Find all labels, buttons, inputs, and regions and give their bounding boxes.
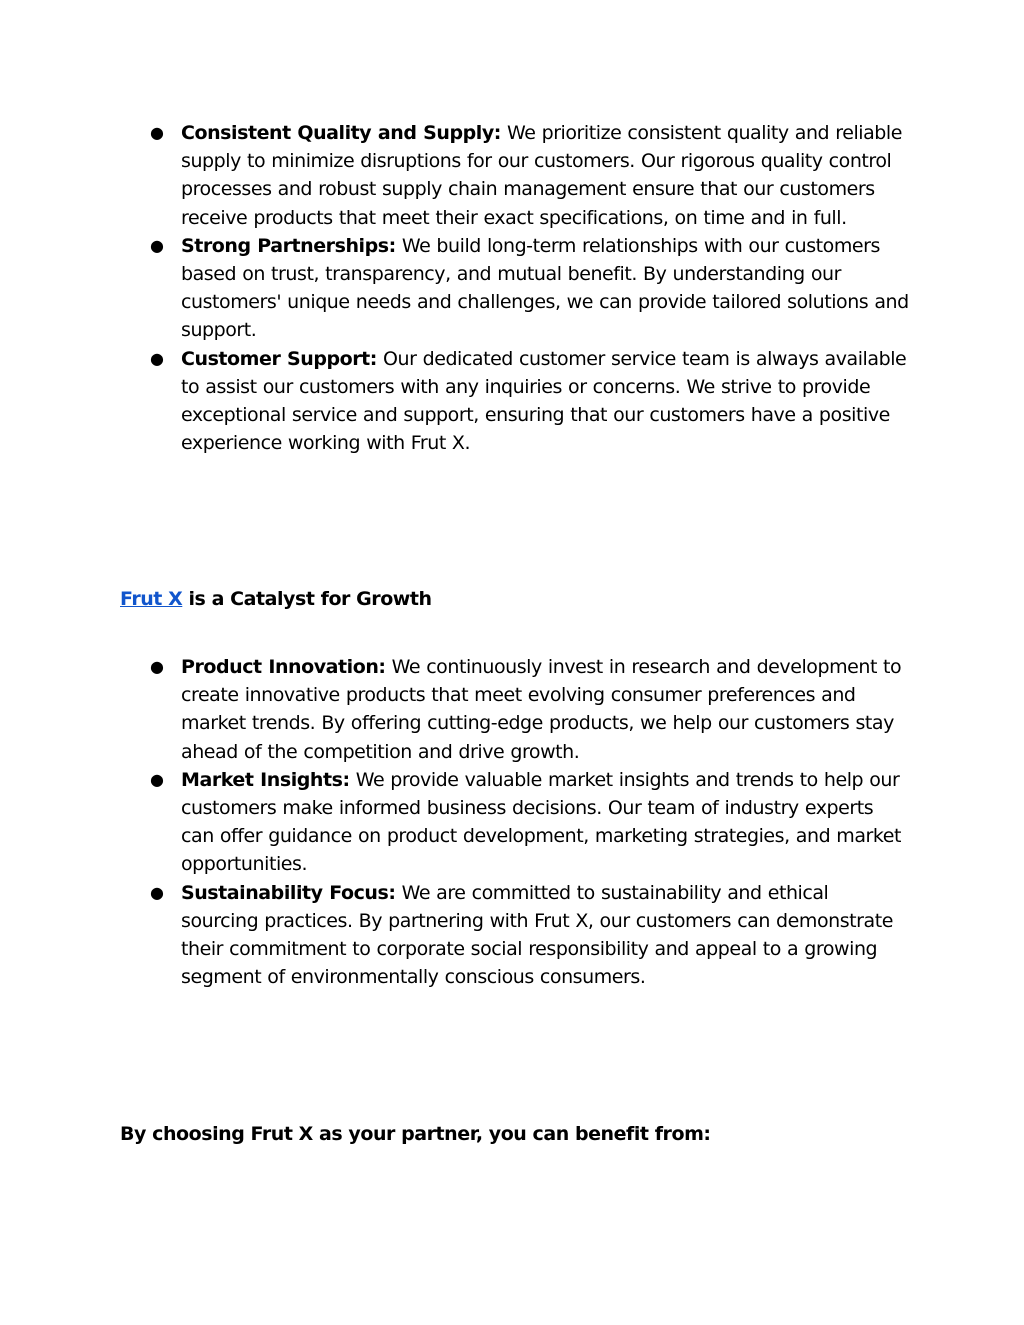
frut-x-link[interactable]: Frut X <box>120 588 183 610</box>
list-item <box>150 879 910 992</box>
section-heading-growth <box>120 585 432 613</box>
closing-heading: By choosing Frut X as your partner, you can benefit from: <box>120 1123 711 1145</box>
item-text: We are committed to sustainability and ethical sourcing practices. By partnering with Frut X, our customers can demonstrate their commitment to corporate social responsibility and appeal to a growing segment of environmentally conscious consumers. <box>181 881 893 989</box>
heading-text: is a Catalyst for Growth <box>182 588 432 610</box>
item-text: We continuously invest in research and development to create innovative products that meet evolving consumer preferences and market trends. By offering cutting-edge products, we help our customers stay ahead of the competition and drive growth. <box>181 656 902 763</box>
item-text: Our dedicated customer service team is always available to assist our customers with any inquiries or concerns. We strive to provide exceptional service and support, ensuring that our customers have a positive experience working with Frut X. <box>181 347 907 455</box>
list-item <box>150 232 910 345</box>
bullet-icon: ● <box>150 123 164 142</box>
bullet-icon: ● <box>150 235 164 255</box>
list-item <box>150 345 910 458</box>
item-text: We build long-term relationships with our customers based on trust, transparency, and mutual benefit. By understanding our customers' unique needs and challenges, we can provide tailored solutions and support. <box>181 234 909 342</box>
list-item <box>150 653 910 766</box>
item-title: Product Innovation: <box>181 656 386 678</box>
item-title: Sustainability Focus: <box>181 881 396 904</box>
list-item <box>150 119 910 232</box>
item-title: Strong Partnerships: <box>181 234 396 257</box>
item-text: We provide valuable market insights and trends to help our customers make informed business decisions. Our team of industry experts can offer guidance on product development, marketing strategies, and market opportunities. <box>181 768 902 876</box>
item-title: Market Insights: <box>181 768 350 791</box>
bullet-icon: ● <box>150 657 164 676</box>
bullet-icon: ● <box>150 882 164 902</box>
bullet-icon: ● <box>150 769 164 789</box>
item-title: Customer Support: <box>181 347 377 370</box>
item-title: Consistent Quality and Supply: <box>181 122 501 144</box>
list-item <box>150 766 910 879</box>
bullet-list-partnership <box>150 119 910 457</box>
bullet-icon: ● <box>150 348 164 368</box>
bullet-list-growth <box>150 653 910 991</box>
item-text: We prioritize consistent quality and reliable supply to minimize disruptions for our customers. Our rigorous quality control processes and robust supply chain management ensure that our customers receive products that meet their exact specifications, on time and in full. <box>181 122 902 229</box>
